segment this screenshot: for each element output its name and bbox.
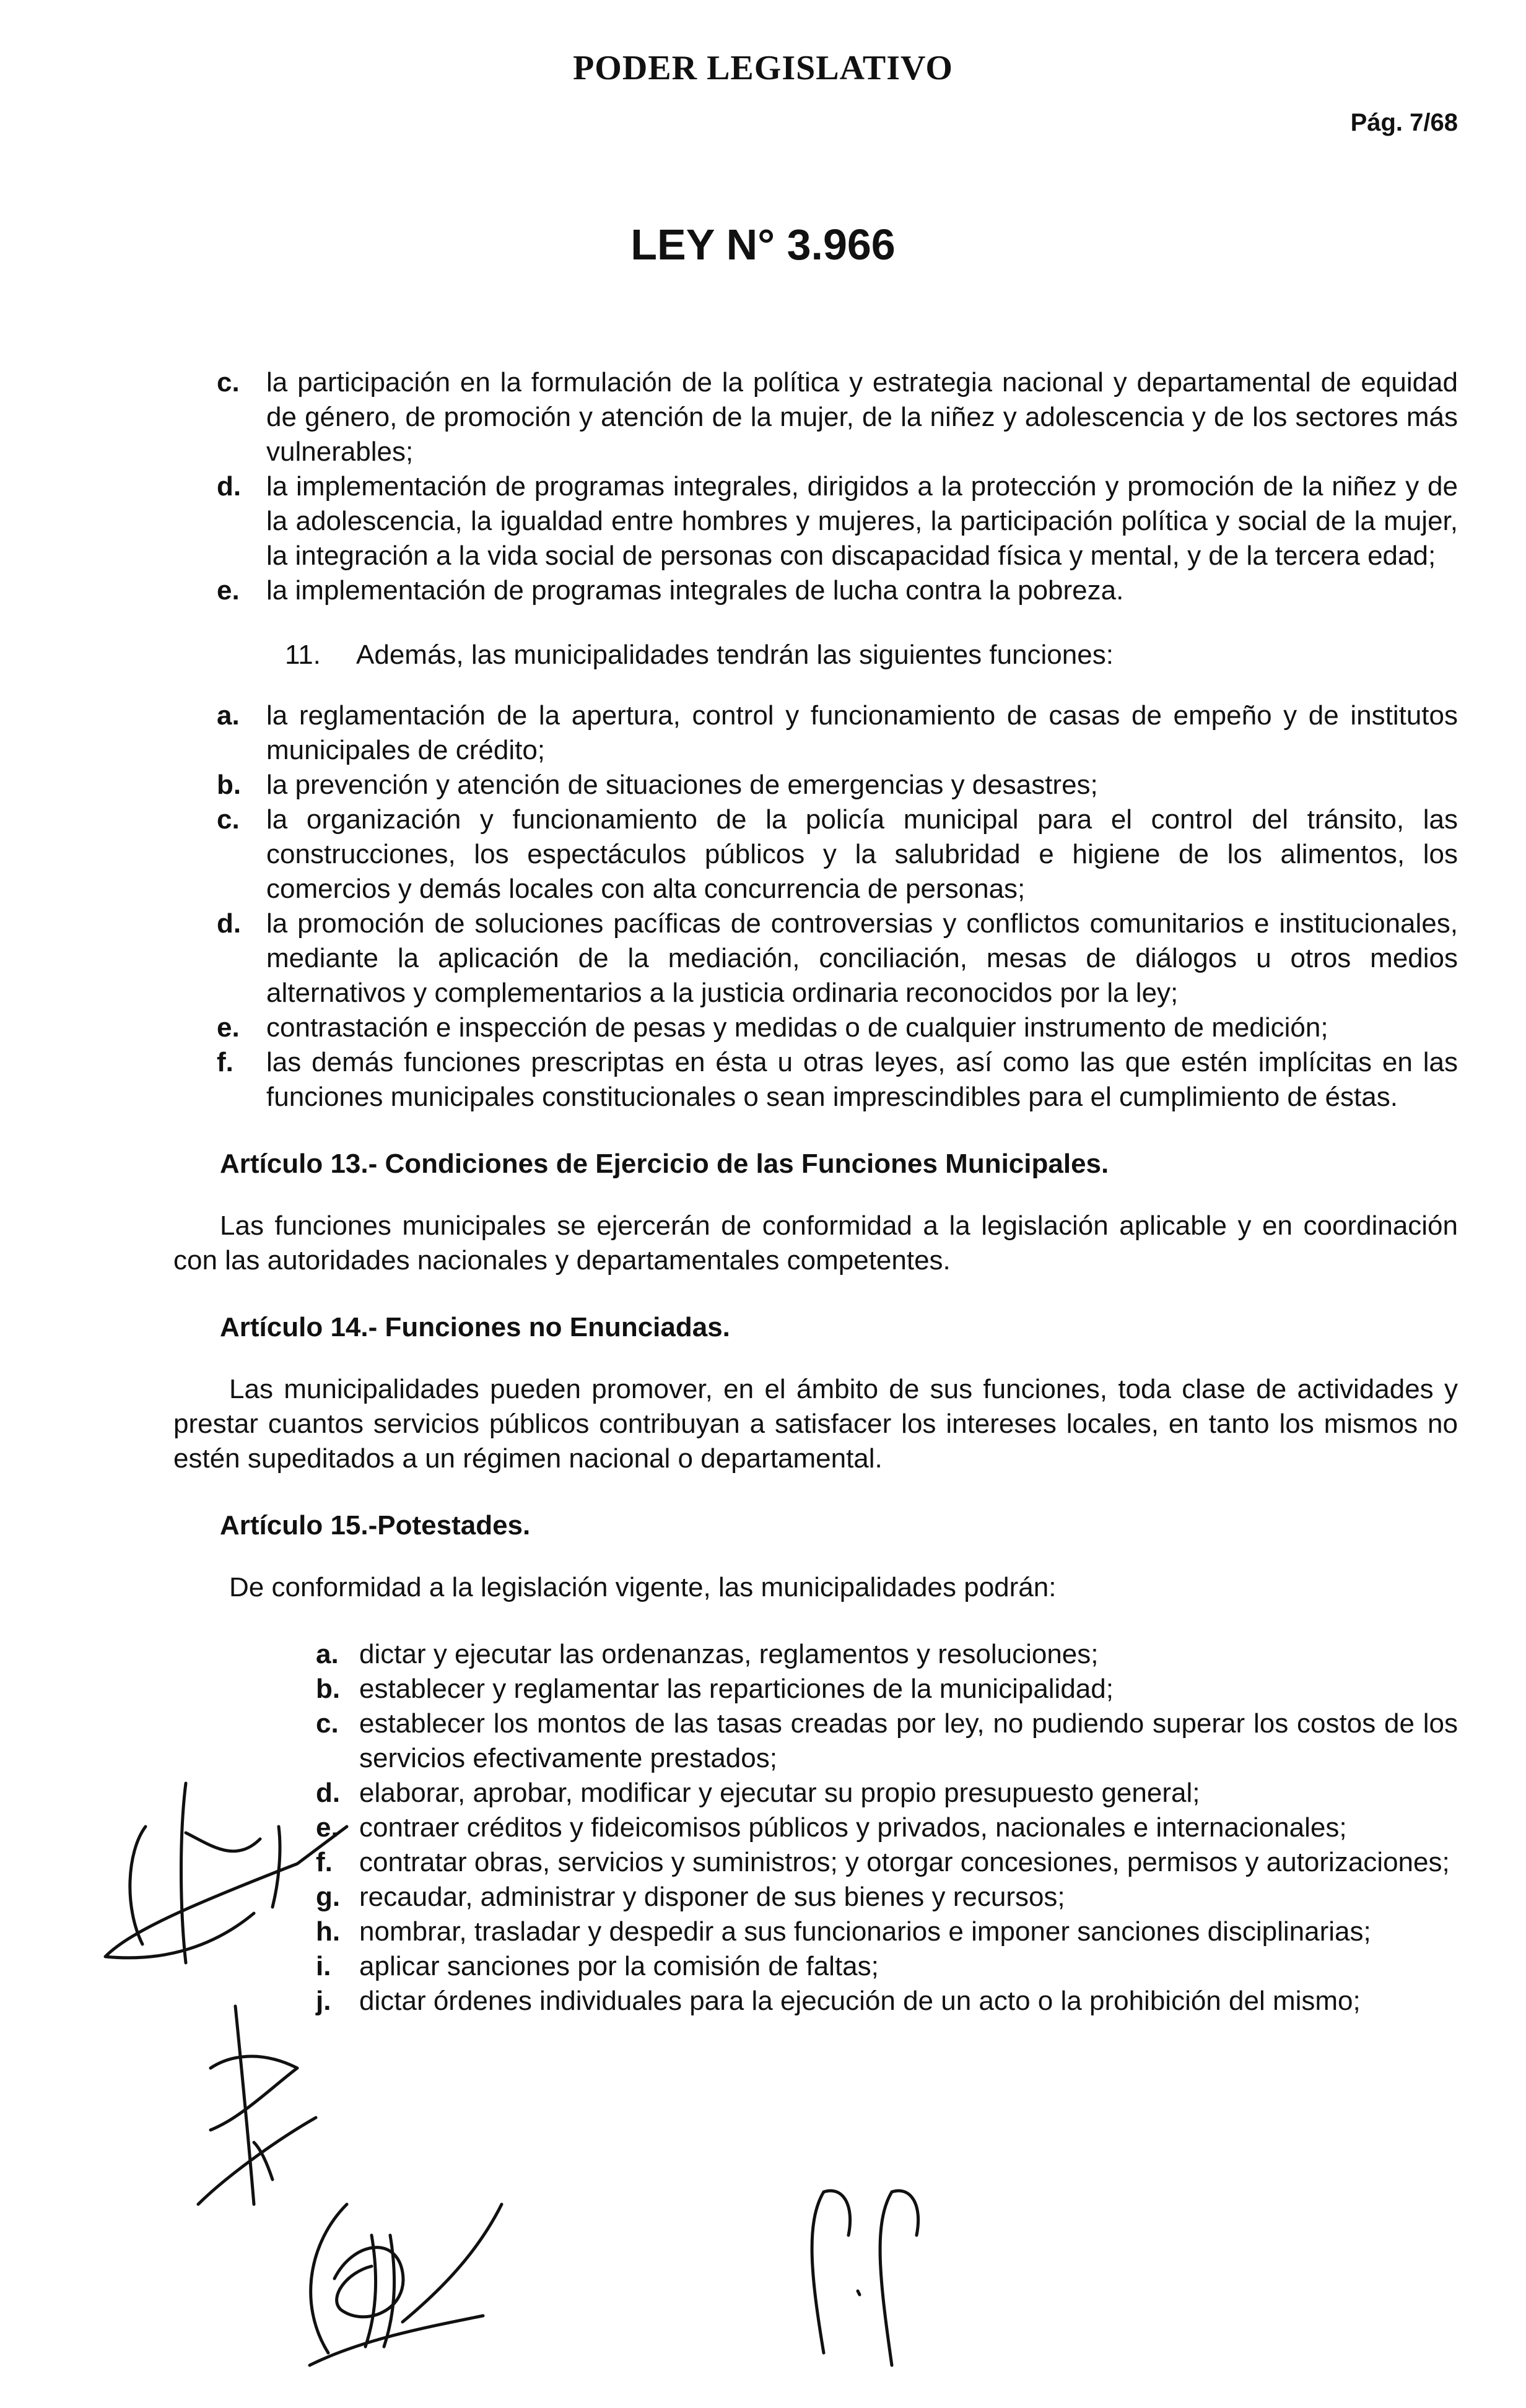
list-item	[217, 802, 1458, 906]
list-item	[316, 1672, 1458, 1706]
item-text: dictar órdenes individuales para la ejecución de un acto o la prohibición del mismo;	[359, 1986, 1361, 2016]
list-item	[316, 1845, 1458, 1880]
item-text: establecer los montos de las tasas creadas por ley, no pudiendo superar los costos de los servicios efectivamente prestados;	[359, 1708, 1458, 1773]
item-text: elaborar, aprobar, modificar y ejecutar su propio presupuesto general;	[359, 1778, 1200, 1808]
list-item	[316, 1984, 1458, 2019]
item-text: la reglamentación de la apertura, control y funcionamiento de casas de empeño y de institutos municipales de crédito;	[266, 700, 1458, 765]
article-15-heading: Artículo 15.-Potestades.	[220, 1510, 531, 1541]
article-14-text: Las municipalidades pueden promover, en el ámbito de sus funciones, toda clase de actividades y prestar cuantos servicios públicos contribuyan a satisfacer los intereses locales, en tanto los mismos no estén supeditados a un régimen nacional o departamental.	[173, 1374, 1458, 1474]
list-item	[316, 1915, 1458, 1949]
article-15-intro: De conformidad a la legislación vigente, las municipalidades podrán:	[229, 1572, 1057, 1602]
item-text: nombrar, trasladar y despedir a sus funcionarios e imponer sanciones disciplinarias;	[359, 1916, 1371, 1947]
page-number: Pág. 7/68	[1350, 109, 1458, 136]
list-item	[316, 1810, 1458, 1845]
section-number: 11.	[285, 640, 321, 670]
signature-left-top	[93, 1758, 353, 1994]
item-marker: j.	[316, 1986, 331, 2016]
item-text: la prevención y atención de situaciones de emergencias y desastres;	[266, 770, 1098, 800]
list-item	[217, 906, 1458, 1011]
section-text: Además, las municipalidades tendrán las siguientes funciones:	[356, 640, 1114, 670]
signature-bottom-left	[272, 2167, 520, 2378]
list-item	[217, 365, 1458, 469]
item-text: dictar y ejecutar las ordenanzas, reglamentos y resoluciones;	[359, 1639, 1099, 1669]
item-text: contraer créditos y fideicomisos públicos y privados, nacionales e internacionales;	[359, 1812, 1347, 1843]
institution-header: PODER LEGISLATIVO	[573, 49, 953, 87]
item-marker: e.	[217, 575, 240, 606]
item-marker: d.	[316, 1778, 341, 1808]
list-item	[316, 1776, 1458, 1810]
list-item	[217, 698, 1458, 768]
item-marker: a.	[217, 700, 240, 731]
item-text: contratar obras, servicios y suministros; y otorgar concesiones, permisos y autorizaciones;	[359, 1847, 1450, 1877]
item-text: las demás funciones prescriptas en ésta u otras leyes, así como las que estén implícitas en las funciones municipales constitucionales o sean imprescindibles para el cumplimiento de éstas.	[266, 1047, 1458, 1112]
list-item	[217, 573, 1458, 608]
list-item	[316, 1706, 1458, 1776]
item-marker: c.	[316, 1708, 339, 1739]
item-marker: b.	[217, 770, 242, 800]
item-marker: c.	[217, 804, 240, 835]
item-text: la implementación de programas integrales, dirigidos a la protección y promoción de la niñez y de la adolescencia, la igualdad entre hombres y mujeres, la participación política y social de la mujer, la integración a la vida social de personas con discapacidad física y mental, y de la tercera edad;	[266, 471, 1458, 571]
section-11-list	[0, 698, 1526, 1115]
list-item	[217, 1045, 1458, 1115]
list-item	[316, 1880, 1458, 1915]
item-text: contrastación e inspección de pesas y medidas o de cualquier instrumento de medición;	[266, 1012, 1328, 1043]
item-marker: f.	[217, 1047, 233, 1077]
item-marker: i.	[316, 1951, 331, 1981]
item-marker: d.	[217, 908, 242, 939]
item-marker: b.	[316, 1674, 341, 1704]
item-text: la organización y funcionamiento de la policía municipal para el control del tránsito, las construcciones, los espectáculos públicos y la salubridad e higiene de los alimentos, los comercios y demás locales con alta concurrencia de personas;	[266, 804, 1458, 904]
list-item	[217, 469, 1458, 573]
item-text: establecer y reglamentar las reparticiones de la municipalidad;	[359, 1674, 1114, 1704]
article-14-heading: Artículo 14.- Funciones no Enunciadas.	[220, 1312, 730, 1342]
list-item	[217, 768, 1458, 802]
item-marker: d.	[217, 471, 242, 502]
item-text: la implementación de programas integrales de lucha contra la pobreza.	[266, 575, 1124, 606]
item-marker: f.	[316, 1847, 333, 1877]
list-item	[316, 1637, 1458, 1672]
item-marker: c.	[217, 367, 240, 398]
item-marker: e.	[217, 1012, 240, 1043]
article-13-text: Las funciones municipales se ejercerán de conformidad a la legislación aplicable y en coordinación con las autoridades nacionales y departamentales competentes.	[173, 1211, 1458, 1276]
item-text: la promoción de soluciones pacíficas de controversias y conflictos comunitarios e institucionales, mediante la aplicación de la mediación, conciliación, mesas de diálogos u otros medios alternativos y complementarios a la justicia ordinaria reconocidos por la ley;	[266, 908, 1458, 1008]
law-title: LEY N° 3.966	[630, 220, 896, 269]
item-marker: a.	[316, 1639, 339, 1669]
item-marker: g.	[316, 1882, 341, 1912]
functions-list-c-e	[0, 365, 1526, 608]
signature-bottom-right	[780, 2167, 941, 2378]
section-11	[0, 638, 1526, 672]
item-marker: e.	[316, 1812, 339, 1843]
list-item	[316, 1949, 1458, 1984]
item-marker: h.	[316, 1916, 341, 1947]
item-text: la participación en la formulación de la política y estrategia nacional y departamental de equidad de género, de promoción y atención de la mujer, de la niñez y adolescencia y de los sectores más vulnerables;	[266, 367, 1458, 467]
item-text: recaudar, administrar y disponer de sus bienes y recursos;	[359, 1882, 1065, 1912]
item-text: aplicar sanciones por la comisión de faltas;	[359, 1951, 879, 1981]
article-13-heading: Artículo 13.- Condiciones de Ejercicio de las Funciones Municipales.	[220, 1149, 1109, 1179]
list-item	[217, 1011, 1458, 1045]
